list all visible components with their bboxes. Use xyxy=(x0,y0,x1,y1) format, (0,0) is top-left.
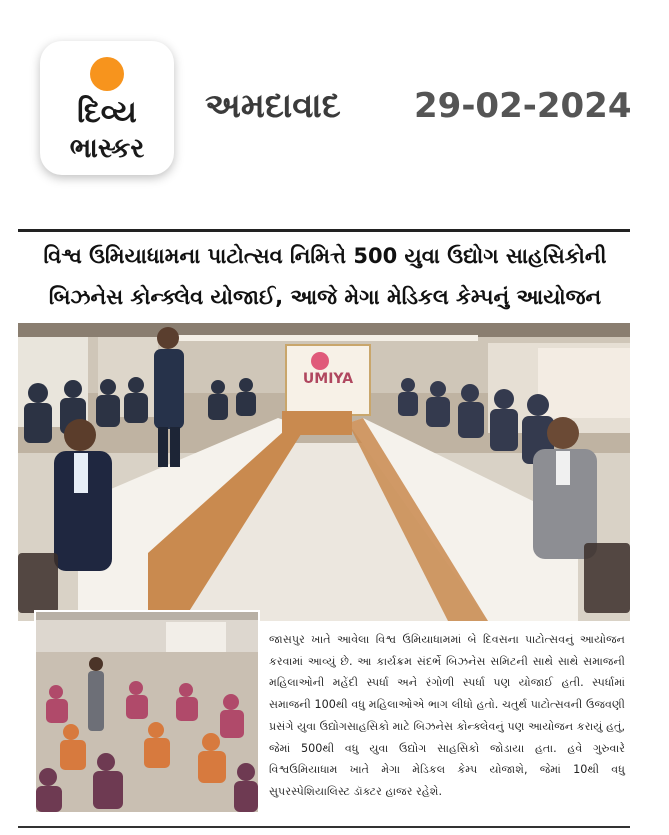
mehendi-competition-photo xyxy=(34,610,260,814)
clipping-top-rule xyxy=(18,229,630,232)
mehendi-photo-art xyxy=(36,612,258,812)
conference-photo xyxy=(18,323,630,621)
logo-line-2: ભાસ્કર xyxy=(69,133,145,164)
sun-icon xyxy=(90,57,124,91)
edition-date: 29-02-2024 xyxy=(414,86,632,126)
backdrop-brand-text: UMIYA xyxy=(302,371,354,387)
edition-city: અમદાવાદ xyxy=(205,86,341,126)
article-headline xyxy=(20,236,630,318)
conference-photo-art xyxy=(18,323,630,621)
logo-line-1: દિવ્ય xyxy=(77,95,137,130)
clipping-bottom-rule xyxy=(18,826,630,828)
headline-line-2: બિઝનેસ કોન્ક્લેવ યોજાઈ, આજે મેગા મેડિકલ કેમ્પનું આયોજન xyxy=(48,285,602,309)
article-body: જાસપુર ખાતે આવેલા વિશ્વ ઉમિયાધામમાં બે દિવસના પાટોત્સવનું આયોજન કરવામાં આવ્યું છે. આ કાર્યક્રમ સંદર્ભે બિઝનેસ સમિટની સાથે સાથે સમાજની મહિલાઓની મહેંદી સ્પર્ધા અને રંગોળી સ્પર્ધા પણ યોજાઈ હતી. સ્પર્ધામાં સમાજની 100થી વધુ મહિલાઓએ ભાગ લીધો હતો. ચતુર્થ પાટોત્સવની ઉજવણી પ્રસંગે યુવા ઉદ્યોગસાહસિકો માટે બિઝનેસ કોન્ક્લેવનું પણ આયોજન કરાયું હતું, જેમાં 500થી વધુ યુવા ઉદ્યોગ સાહસિકો જોડાયા હતા. હવે ગુરુવારે વિશ્વઉમિયાધામ ખાતે મેગા મેડિકલ કેમ્પ યોજાશે, જેમાં 10થી વધુ સુપરસ્પેશિયાલિસ્ટ ડૉક્ટર હાજર રહેશે. xyxy=(269,633,625,798)
divya-bhaskar-logo xyxy=(40,41,174,175)
headline-line-1: વિશ્વ ઉમિયાધામના પાટોત્સવ નિમિત્તે 500 યુવા ઉદ્યોગ સાહસિકોની xyxy=(43,244,607,268)
